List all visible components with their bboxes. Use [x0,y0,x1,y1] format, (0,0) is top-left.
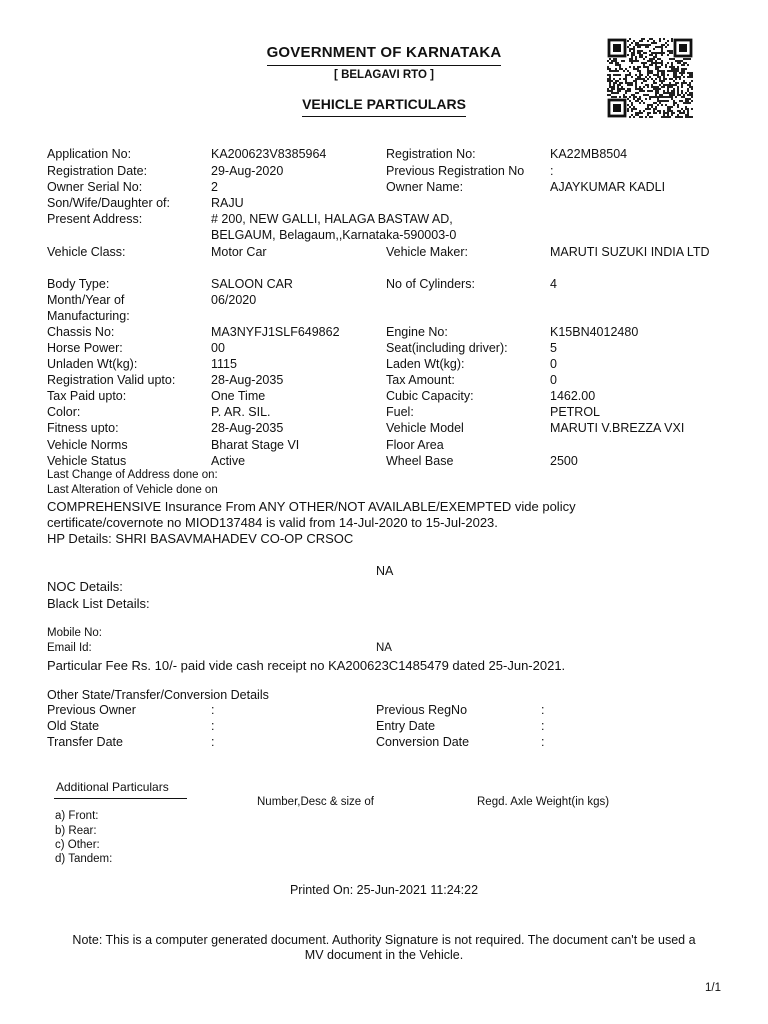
additional-row-label: c) Other: [55,839,100,851]
left-field-value: 06/2020 [211,293,257,307]
right-field-value: AJAYKUMAR KADLI [550,180,666,194]
right-field-label: Tax Amount: [386,373,455,387]
fee-line: Particular Fee Rs. 10/- paid vide cash receipt no KA200623C1485479 dated 25-Jun-2021. [47,658,566,673]
right-field-value: 5 [550,341,557,355]
right-field-value: 0 [550,357,557,371]
left-field-value: 2 [211,180,218,194]
additional-row-label: b) Rear: [55,825,97,837]
right-field-value: MARUTI SUZUKI INDIA LTD [550,245,710,259]
left-field-label: Vehicle Status [47,454,127,468]
right-field-value: 0 [550,373,557,387]
left-field-value: Motor Car [211,245,267,259]
left-field-value: P. AR. SIL. [211,405,271,419]
left-field-label: Body Type: [47,277,110,291]
left-field-label: Vehicle Norms [47,438,128,452]
left-field-value: RAJU [211,196,244,210]
transfer-left-label: Transfer Date [47,735,123,749]
right-field-label: Seat(including driver): [386,341,508,355]
printed-on: Printed On: 25-Jun-2021 11:24:22 [289,883,479,897]
left-field-value: BELGAUM, Belagaum,,Karnataka-590003-0 [211,228,457,242]
additional-col-axle: Regd. Axle Weight(in kgs) [477,796,610,808]
left-field-value: KA200623V8385964 [211,147,327,161]
left-field-label: Chassis No: [47,325,115,339]
right-field-label: Owner Name: [386,180,464,194]
additional-col-number: Number,Desc & size of [257,796,374,808]
left-field-value: Bharat Stage VI [211,438,300,452]
right-field-label: Vehicle Maker: [386,245,468,259]
left-field-value: 1115 [211,357,237,371]
left-field-label: Unladen Wt(kg): [47,357,138,371]
left-field-label: Vehicle Class: [47,245,126,259]
additional-row-label: a) Front: [55,810,99,822]
note-line-1: Note: This is a computer generated document. Authority Signature is not required. The document can't be used a [72,933,696,947]
transfer-left-sep: : [211,735,215,749]
transfer-right-sep: : [541,735,545,749]
right-field-value: PETROL [550,405,601,419]
transfer-left-label: Previous Owner [47,703,136,717]
left-field-label: Tax Paid upto: [47,389,127,403]
page-subtitle: VEHICLE PARTICULARS [302,96,466,117]
right-field-value: KA22MB8504 [550,147,628,161]
last-alteration: Last Alteration of Vehicle done on [47,484,218,496]
left-field-label: Horse Power: [47,341,123,355]
left-field-label: Present Address: [47,212,143,226]
additional-heading: Additional Particulars [54,780,187,799]
transfer-right-label: Conversion Date [376,735,470,749]
transfer-right-sep: : [541,703,545,717]
right-field-value: MARUTI V.BREZZA VXI [550,421,685,435]
right-field-label: Engine No: [386,325,448,339]
right-field-label: Registration No: [386,147,476,161]
mobile-no: Mobile No: [47,627,102,639]
qr-code-icon [607,38,693,118]
insurance-line-1: COMPREHENSIVE Insurance From ANY OTHER/NOT AVAILABLE/EXEMPTED vide policy [47,499,576,514]
left-field-value: 28-Aug-2035 [211,373,284,387]
right-field-label: Fuel: [386,405,414,419]
left-field-label: Color: [47,405,81,419]
rto-name: [ BELAGAVI RTO ] [334,69,434,81]
transfer-heading: Other State/Transfer/Conversion Details [47,688,269,702]
right-field-value: K15BN4012480 [550,325,639,339]
transfer-right-label: Previous RegNo [376,703,468,717]
hp-details: HP Details: SHRI BASAVMAHADEV CO-OP CRSOC [47,531,354,546]
transfer-left-sep: : [211,719,215,733]
noc-details: NOC Details: [47,579,123,594]
blacklist-details: Black List Details: [47,596,150,611]
right-field-value: : [550,164,554,178]
left-field-label: Son/Wife/Daughter of: [47,196,170,210]
email-id: Email Id: [47,642,92,654]
transfer-left-label: Old State [47,719,100,733]
insurance-line-2: certificate/covernote no MIOD137484 is valid from 14-Jul-2020 to 15-Jul-2023. [47,515,498,530]
left-field-value: One Time [211,389,266,403]
left-field-value: SALOON CAR [211,277,293,291]
page-number: 1/1 [705,982,721,994]
left-field-label: Registration Date: [47,164,148,178]
transfer-right-sep: : [541,719,545,733]
left-field-value: Active [211,454,246,468]
right-field-label: No of Cylinders: [386,277,475,291]
transfer-left-sep: : [211,703,215,717]
right-field-label: Cubic Capacity: [386,389,474,403]
transfer-right-label: Entry Date [376,719,436,733]
right-field-value: 1462.00 [550,389,596,403]
page-title: GOVERNMENT OF KARNATAKA [267,44,502,66]
right-field-value: 2500 [550,454,578,468]
additional-row-label: d) Tandem: [55,853,113,865]
left-field-label: Registration Valid upto: [47,373,176,387]
right-field-value: 4 [550,277,557,291]
right-field-label: Vehicle Model [386,421,464,435]
right-field-label: Wheel Base [386,454,454,468]
left-field-label: Fitness upto: [47,421,119,435]
na-value: NA [376,564,394,578]
left-field-value: # 200, NEW GALLI, HALAGA BASTAW AD, [211,212,453,226]
left-field-label: Application No: [47,147,132,161]
right-field-label: Previous Registration No [386,164,525,178]
left-field-label: Manufacturing: [47,309,130,323]
email-na: NA [376,642,392,654]
left-field-value: 28-Aug-2035 [211,421,284,435]
right-field-label: Laden Wt(kg): [386,357,465,371]
left-field-value: 29-Aug-2020 [211,164,284,178]
last-change-address: Last Change of Address done on: [47,469,218,481]
left-field-label: Month/Year of [47,293,125,307]
note-line-2: MV document in the Vehicle. [304,948,464,962]
left-field-value: 00 [211,341,225,355]
right-field-label: Floor Area [386,438,444,452]
left-field-value: MA3NYFJ1SLF649862 [211,325,340,339]
left-field-label: Owner Serial No: [47,180,143,194]
